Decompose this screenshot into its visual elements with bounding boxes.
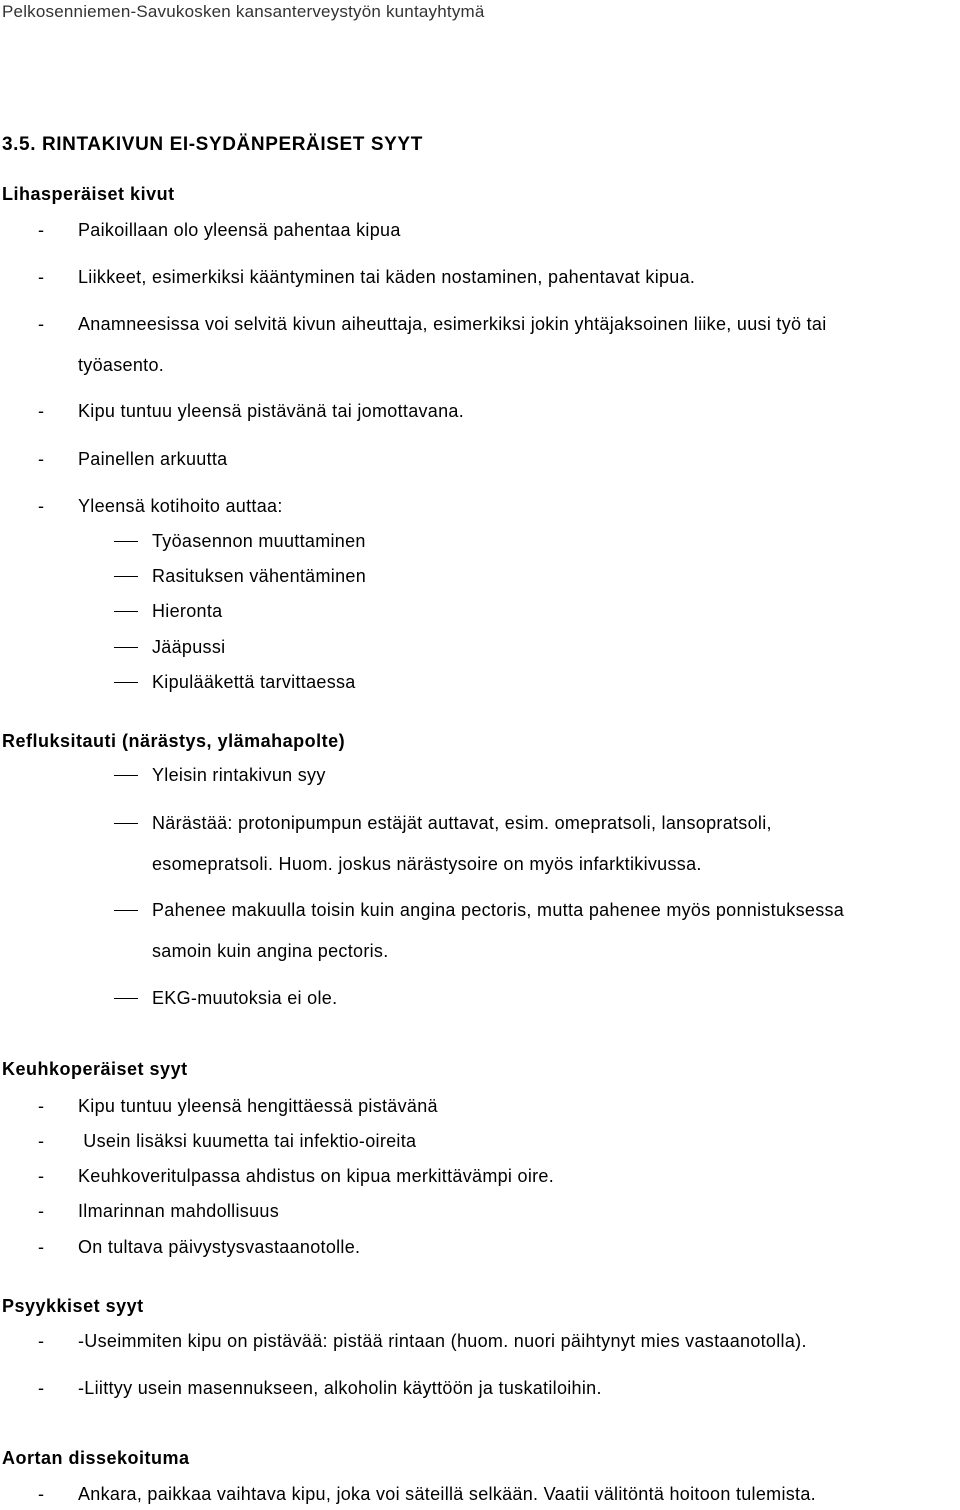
dash-marker: - [38, 1484, 45, 1504]
list-item: - Keuhkoveritulpassa ahdistus on kipua merkittävämpi oire. [38, 1166, 555, 1186]
list-item: - Liikkeet, esimerkiksi kääntyminen tai käden nostaminen, pahentavat kipua. [38, 267, 696, 287]
dash-marker [114, 576, 138, 577]
list-item: - -Useimmiten kipu on pistävää: pistää rintaan (huom. nuori päihtynyt mies vastaanotolla). [38, 1331, 807, 1351]
dash-marker: - [38, 267, 45, 287]
sub-list-item: Työasennon muuttaminen [114, 531, 366, 552]
sub-list-item: Yleisin rintakivun syy [114, 765, 326, 786]
list-item: - Painellen arkuutta [38, 449, 228, 469]
sub-list-item: Hieronta [114, 601, 222, 622]
subheading-muscle: Lihasperäiset kivut [2, 184, 175, 204]
dash-marker [114, 682, 138, 683]
list-item: - Yleensä kotihoito auttaa: [38, 496, 283, 516]
list-item: - Kipu tuntuu yleensä pistävänä tai jomottavana. [38, 401, 465, 421]
sub-list-item: Pahenee makuulla toisin kuin angina pectoris, mutta pahenee myös ponnistuksessa [114, 900, 844, 921]
list-item: - Ilmarinnan mahdollisuus [38, 1201, 279, 1221]
list-item: - Anamneesissa voi selvitä kivun aiheuttaja, esimerkiksi jokin yhtäjaksoinen liike, uusi työ tai [38, 314, 827, 334]
list-item: - -Liittyy usein masennukseen, alkoholin käyttöön ja tuskatiloihin. [38, 1378, 602, 1398]
sub-list-item: Närästää: protonipumpun estäjät auttavat, esim. omepratsoli, lansopratsoli, [114, 813, 772, 834]
dash-marker [114, 998, 138, 999]
sub-list-item: EKG-muutoksia ei ole. [114, 988, 337, 1009]
sub-list-item: Jääpussi [114, 637, 225, 658]
dash-marker: - [38, 401, 45, 421]
dash-marker: - [38, 1096, 45, 1116]
sub-list-item-continuation: esomepratsoli. Huom. joskus närästysoire on myös infarktikivussa. [152, 854, 702, 874]
dash-marker [114, 823, 138, 824]
dash-marker: - [38, 314, 45, 334]
dash-marker: - [38, 1237, 45, 1257]
list-item: - Paikoillaan olo yleensä pahentaa kipua [38, 220, 401, 240]
subheading-psych: Psyykkiset syyt [2, 1296, 144, 1316]
dash-marker: - [38, 1331, 45, 1351]
dash-marker [114, 775, 138, 776]
dash-marker: - [38, 220, 45, 240]
list-item: - Kipu tuntuu yleensä hengittäessä pistävänä [38, 1096, 438, 1116]
sub-list-item: Kipulääkettä tarvittaessa [114, 672, 356, 693]
list-item: - On tultava päivystysvastaanotolle. [38, 1237, 361, 1257]
sub-list-item-continuation: samoin kuin angina pectoris. [152, 941, 389, 961]
dash-marker: - [38, 1131, 45, 1151]
dash-marker [114, 647, 138, 648]
list-item-continuation: työasento. [78, 355, 165, 375]
dash-marker: - [38, 1166, 45, 1186]
dash-marker: - [38, 1201, 45, 1221]
subheading-aorta: Aortan dissekoituma [2, 1448, 190, 1468]
page-header: Pelkosenniemen-Savukosken kansanterveystyön kuntayhtymä [2, 2, 485, 21]
subheading-reflux: Refluksitauti (närästys, ylämahapolte) [2, 731, 346, 751]
dash-marker: - [38, 496, 45, 516]
dash-marker [114, 611, 138, 612]
list-item: - Usein lisäksi kuumetta tai infektio-oireita [38, 1131, 417, 1151]
list-item: - Ankara, paikkaa vaihtava kipu, joka voi säteillä selkään. Vaatii välitöntä hoitoon tulemista. [38, 1484, 816, 1504]
sub-list-item: Rasituksen vähentäminen [114, 566, 366, 587]
subheading-lung: Keuhkoperäiset syyt [2, 1059, 188, 1079]
dash-marker [114, 541, 138, 542]
dash-marker: - [38, 449, 45, 469]
dash-marker [114, 910, 138, 911]
section-title: 3.5. RINTAKIVUN EI-SYDÄNPERÄISET SYYT [2, 134, 423, 155]
dash-marker: - [38, 1378, 45, 1398]
